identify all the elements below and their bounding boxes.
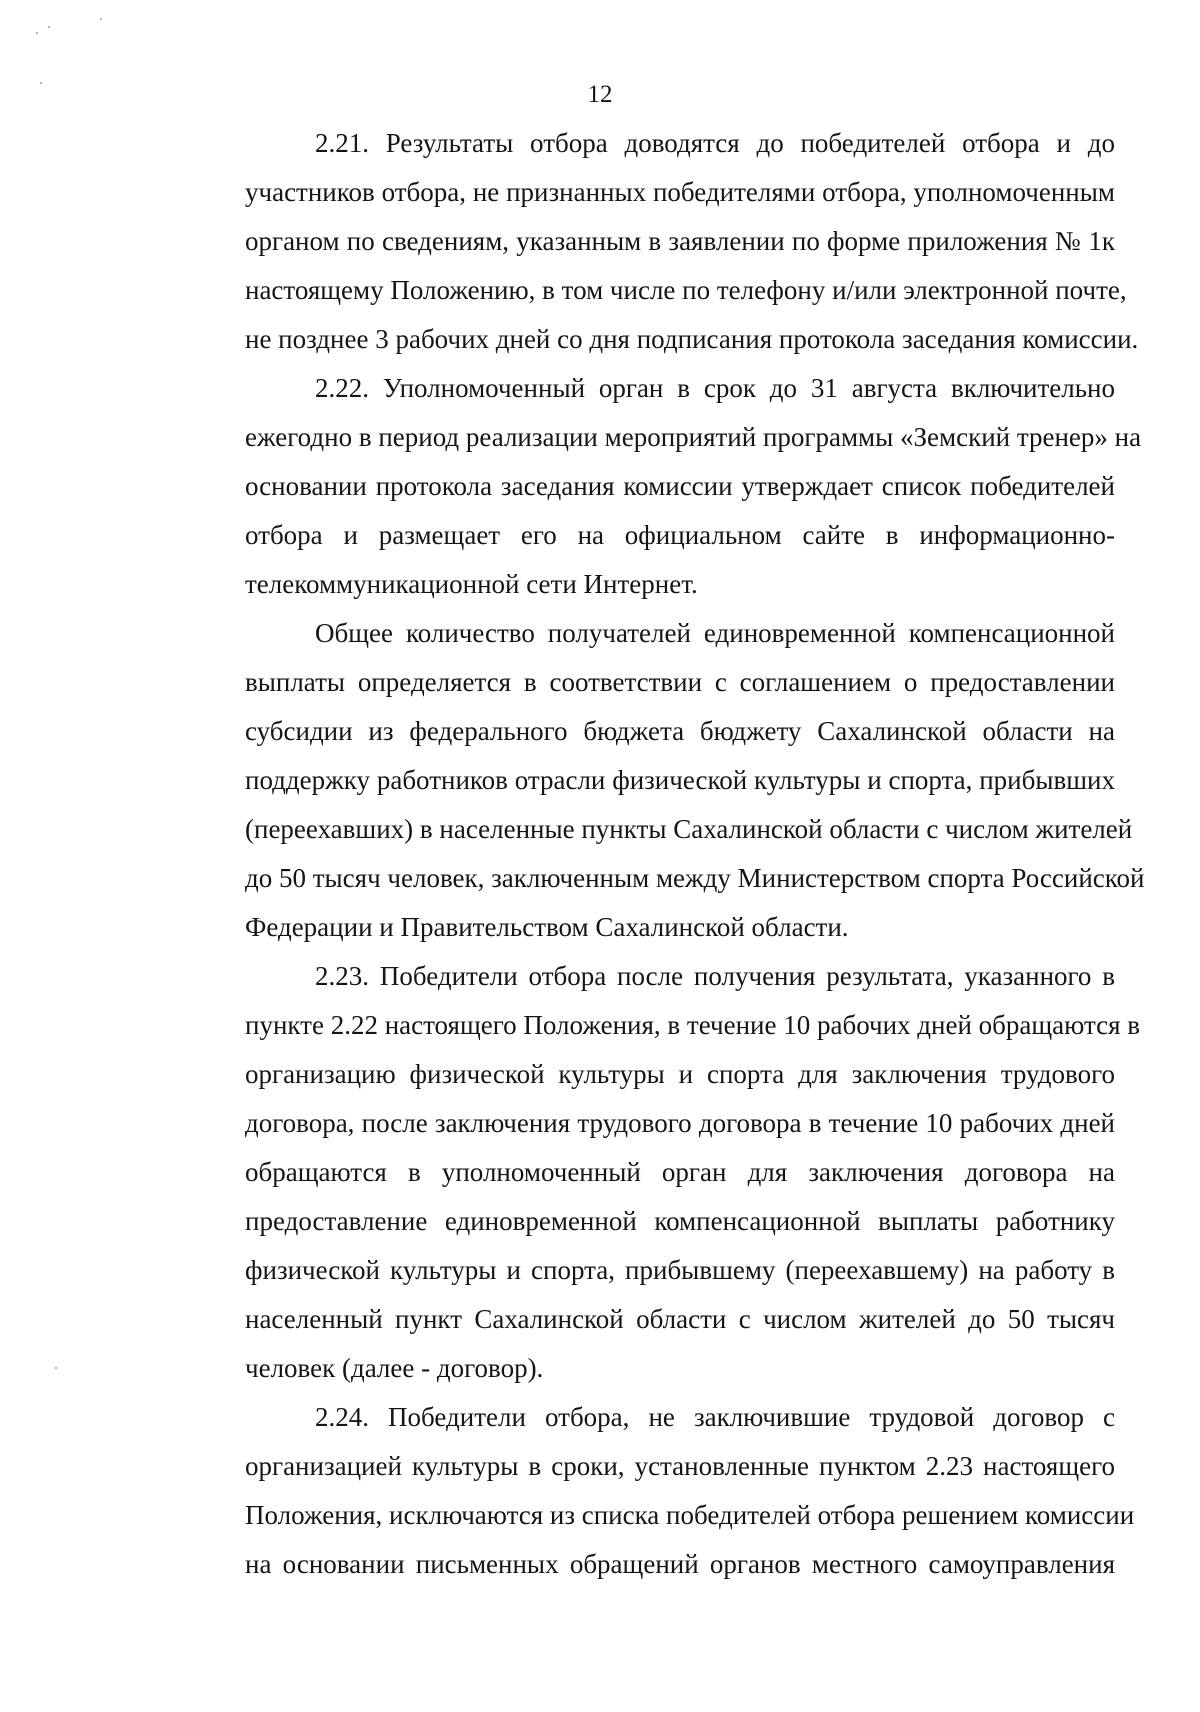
document-body	[175, 119, 1145, 1589]
text-line: Положения, исключаются из списка победителей отбора решением комиссии	[245, 1500, 1135, 1530]
text-line: ежегодно в период реализации мероприятий программы «Земский тренер» на	[245, 422, 1142, 452]
text-line: настоящему Положению, в том числе по телефону и/или электронной почте,	[245, 275, 1127, 305]
scan-speck	[55, 1367, 57, 1369]
text-line: (переехавших) в населенные пункты Сахалинской области с числом жителей	[245, 814, 1133, 844]
text-line: 2.21. Результаты отбора доводятся до победителей отбора и до	[315, 128, 1115, 158]
text-line: физической культуры и спорта, прибывшему (переехавшему) на работу в	[245, 1255, 1115, 1285]
text-line: телекоммуникационной сети Интернет.	[245, 569, 698, 599]
scan-speck	[36, 32, 38, 34]
text-line: предоставление единовременной компенсационной выплаты работнику	[245, 1206, 1115, 1236]
page-number: 12	[587, 81, 613, 108]
text-line: организацией культуры в сроки, установленные пунктом 2.23 настоящего	[245, 1451, 1115, 1481]
paragraph-2-21	[175, 119, 1139, 364]
text-line: до 50 тысяч человек, заключенным между Министерством спорта Российской	[245, 863, 1145, 893]
text-line: органом по сведениям, указанным в заявлении по форме приложения № 1к	[245, 226, 1115, 256]
text-line: на основании письменных обращений органов местного самоуправления	[245, 1549, 1115, 1579]
text-line: отбора и размещает его на официальном сайте в информационно-	[245, 520, 1115, 550]
text-line: человек (далее - договор).	[245, 1353, 544, 1383]
paragraph-total-recipients	[175, 609, 1145, 952]
text-line: участников отбора, не признанных победителями отбора, уполномоченным	[245, 177, 1115, 207]
text-line: Общее количество получателей единовременной компенсационной	[315, 618, 1115, 648]
text-line: 2.24. Победители отбора, не заключившие трудовой договор с	[315, 1402, 1115, 1432]
text-line: пункте 2.22 настоящего Положения, в течение 10 рабочих дней обращаются в	[245, 1010, 1140, 1040]
text-line: основании протокола заседания комиссии утверждает список победителей	[245, 471, 1115, 501]
text-line: не позднее 3 рабочих дней со дня подписания протокола заседания комиссии.	[245, 324, 1139, 354]
scan-speck	[48, 26, 50, 28]
paragraph-2-24	[175, 1393, 1135, 1589]
text-line: выплаты определяется в соответствии с соглашением о предоставлении	[245, 667, 1115, 697]
scan-speck	[100, 18, 102, 20]
text-line: 2.22. Уполномоченный орган в срок до 31 августа включительно	[315, 373, 1115, 403]
text-line: субсидии из федерального бюджета бюджету Сахалинской области на	[245, 716, 1115, 746]
paragraph-2-23	[175, 952, 1140, 1393]
paragraph-2-22	[175, 364, 1142, 609]
text-line: Федерации и Правительством Сахалинской области.	[245, 912, 849, 942]
text-line: обращаются в уполномоченный орган для заключения договора на	[245, 1157, 1115, 1187]
text-line: 2.23. Победители отбора после получения результата, указанного в	[315, 961, 1115, 991]
text-line: договора, после заключения трудового договора в течение 10 рабочих дней	[245, 1108, 1115, 1138]
text-line: населенный пункт Сахалинской области с числом жителей до 50 тысяч	[245, 1304, 1115, 1334]
text-line: поддержку работников отрасли физической культуры и спорта, прибывших	[245, 765, 1115, 795]
text-line: организацию физической культуры и спорта для заключения трудового	[245, 1059, 1115, 1089]
